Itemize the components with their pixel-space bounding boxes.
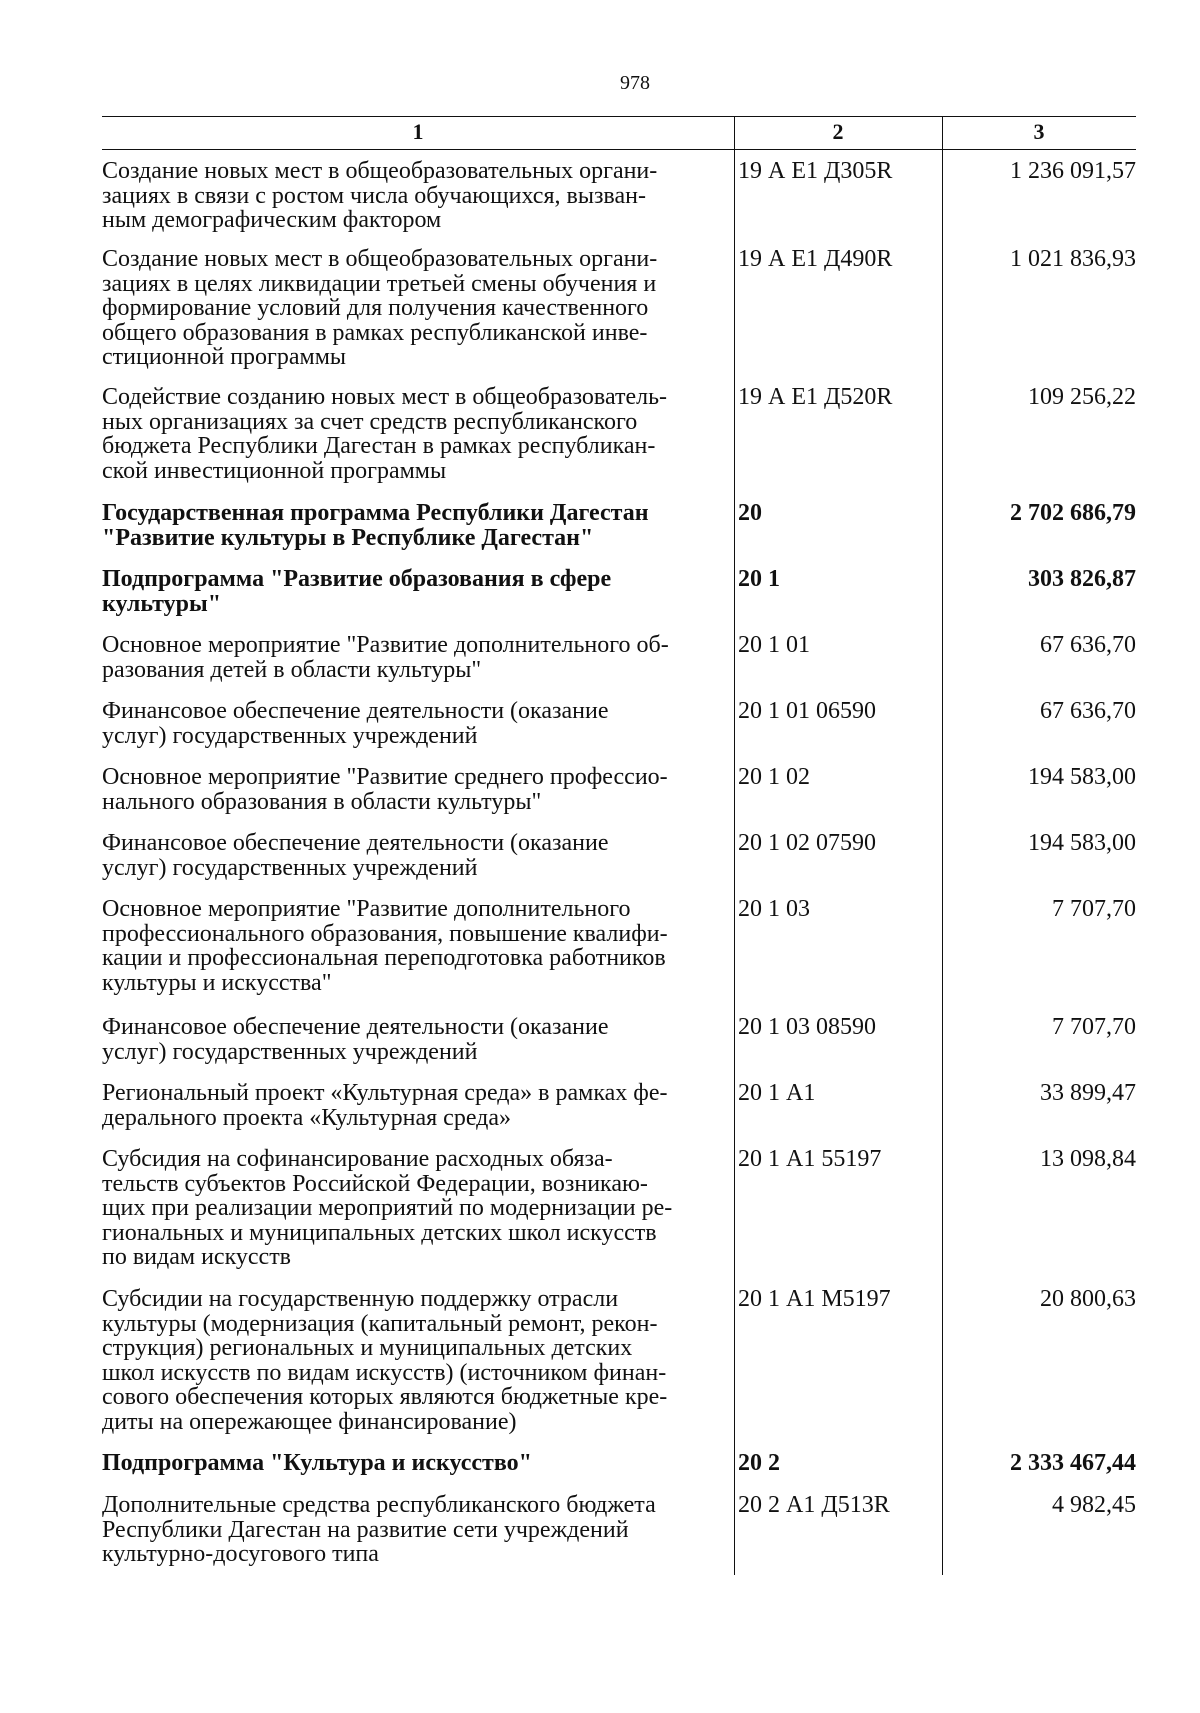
- row-amount: 7 707,70: [1052, 1014, 1136, 1040]
- row-name: Финансовое обеспечение деятельности (оказание услуг) государственных учреждений: [102, 830, 609, 881]
- row-code: 19 А Е1 Д520R: [738, 384, 893, 410]
- row-amount: 33 899,47: [1040, 1080, 1136, 1106]
- row-code: 20 1 01: [738, 632, 810, 658]
- table-header: [102, 117, 1136, 150]
- row-amount: 13 098,84: [1040, 1146, 1136, 1172]
- row-name: Основное мероприятие "Развитие дополнительного об- разования детей в области культуры": [102, 632, 669, 683]
- row-name: Финансовое обеспечение деятельности (оказание услуг) государственных учреждений: [102, 1014, 609, 1065]
- column-header-2: 2: [832, 119, 844, 144]
- row-code: 20 1 03: [738, 896, 810, 922]
- row-code: 20: [738, 500, 762, 526]
- page-number: 978: [620, 72, 650, 94]
- row-amount: 1 021 836,93: [1010, 246, 1136, 272]
- row-name: Подпрограмма "Развитие образования в сфере культуры": [102, 566, 612, 617]
- column-header-3: 3: [1033, 119, 1045, 144]
- row-amount: 20 800,63: [1040, 1286, 1136, 1312]
- column-divider: [942, 117, 943, 1575]
- row-name: Основное мероприятие "Развитие дополнительного профессионального образования, повышение квалифи- кации и профессиональная переподготовка работников культуры и искусства": [102, 896, 668, 996]
- row-amount: 4 982,45: [1052, 1492, 1136, 1518]
- column-divider: [734, 117, 735, 1575]
- row-amount: 109 256,22: [1028, 384, 1136, 410]
- row-code: 20 1 А1 М5197: [738, 1286, 891, 1312]
- row-name: Субсидия на софинансирование расходных обяза- тельств субъектов Российской Федерации, возникаю- щих при реализации мероприятий по модернизации ре- гиональных и муниципальных детских школ искусств по видам искусств: [102, 1146, 673, 1270]
- row-name: Основное мероприятие "Развитие среднего профессио- нального образования в области культуры": [102, 764, 668, 815]
- row-name: Создание новых мест в общеобразовательных органи- зациях в целях ликвидации третьей смены обучения и формирование условий для получения качественного общего образования в рамках республиканской инве- стиционной программы: [102, 246, 658, 370]
- row-code: 20 1 02 07590: [738, 830, 876, 856]
- row-amount: 194 583,00: [1028, 830, 1136, 856]
- row-amount: 2 333 467,44: [1010, 1450, 1136, 1476]
- row-name: Финансовое обеспечение деятельности (оказание услуг) государственных учреждений: [102, 698, 609, 749]
- row-code: 20 1 02: [738, 764, 810, 790]
- row-amount: 1 236 091,57: [1010, 158, 1136, 184]
- row-code: 20 2: [738, 1450, 780, 1476]
- row-name: Подпрограмма "Культура и искусство": [102, 1450, 532, 1476]
- row-name: Государственная программа Республики Дагестан "Развитие культуры в Республике Дагестан": [102, 500, 649, 551]
- row-amount: 303 826,87: [1028, 566, 1136, 592]
- row-name: Создание новых мест в общеобразовательных органи- зациях в связи с ростом числа обучающихся, вызван- ным демографическим фактором: [102, 158, 658, 233]
- row-code: 20 2 А1 Д513R: [738, 1492, 890, 1518]
- row-code: 20 1 А1: [738, 1080, 816, 1106]
- row-amount: 7 707,70: [1052, 896, 1136, 922]
- row-name: Содействие созданию новых мест в общеобразователь- ных организациях за счет средств республиканского бюджета Республики Дагестан в рамках республикан- ской инвестиционной программы: [102, 384, 668, 484]
- row-code: 19 А Е1 Д490R: [738, 246, 893, 272]
- row-code: 20 1 А1 55197: [738, 1146, 882, 1172]
- row-amount: 194 583,00: [1028, 764, 1136, 790]
- budget-table: [102, 116, 1136, 1575]
- row-name: Субсидии на государственную поддержку отрасли культуры (модернизация (капитальный ремонт, рекон- струкция) региональных и муниципальных детских школ искусств по видам искусств) (источником финан- сового обеспечения которых являются бюджетные кре- диты на опережающее финансирование): [102, 1286, 668, 1435]
- row-amount: 67 636,70: [1040, 632, 1136, 658]
- row-code: 20 1 03 08590: [738, 1014, 876, 1040]
- row-name: Дополнительные средства республиканского бюджета Республики Дагестан на развитие сети учреждений культурно-досугового типа: [102, 1492, 656, 1567]
- row-amount: 2 702 686,79: [1010, 500, 1136, 526]
- row-code: 20 1 01 06590: [738, 698, 876, 724]
- column-header-1: 1: [412, 119, 424, 144]
- row-name: Региональный проект «Культурная среда» в рамках фе- дерального проекта «Культурная среда»: [102, 1080, 668, 1131]
- row-code: 20 1: [738, 566, 780, 592]
- row-code: 19 А Е1 Д305R: [738, 158, 893, 184]
- row-amount: 67 636,70: [1040, 698, 1136, 724]
